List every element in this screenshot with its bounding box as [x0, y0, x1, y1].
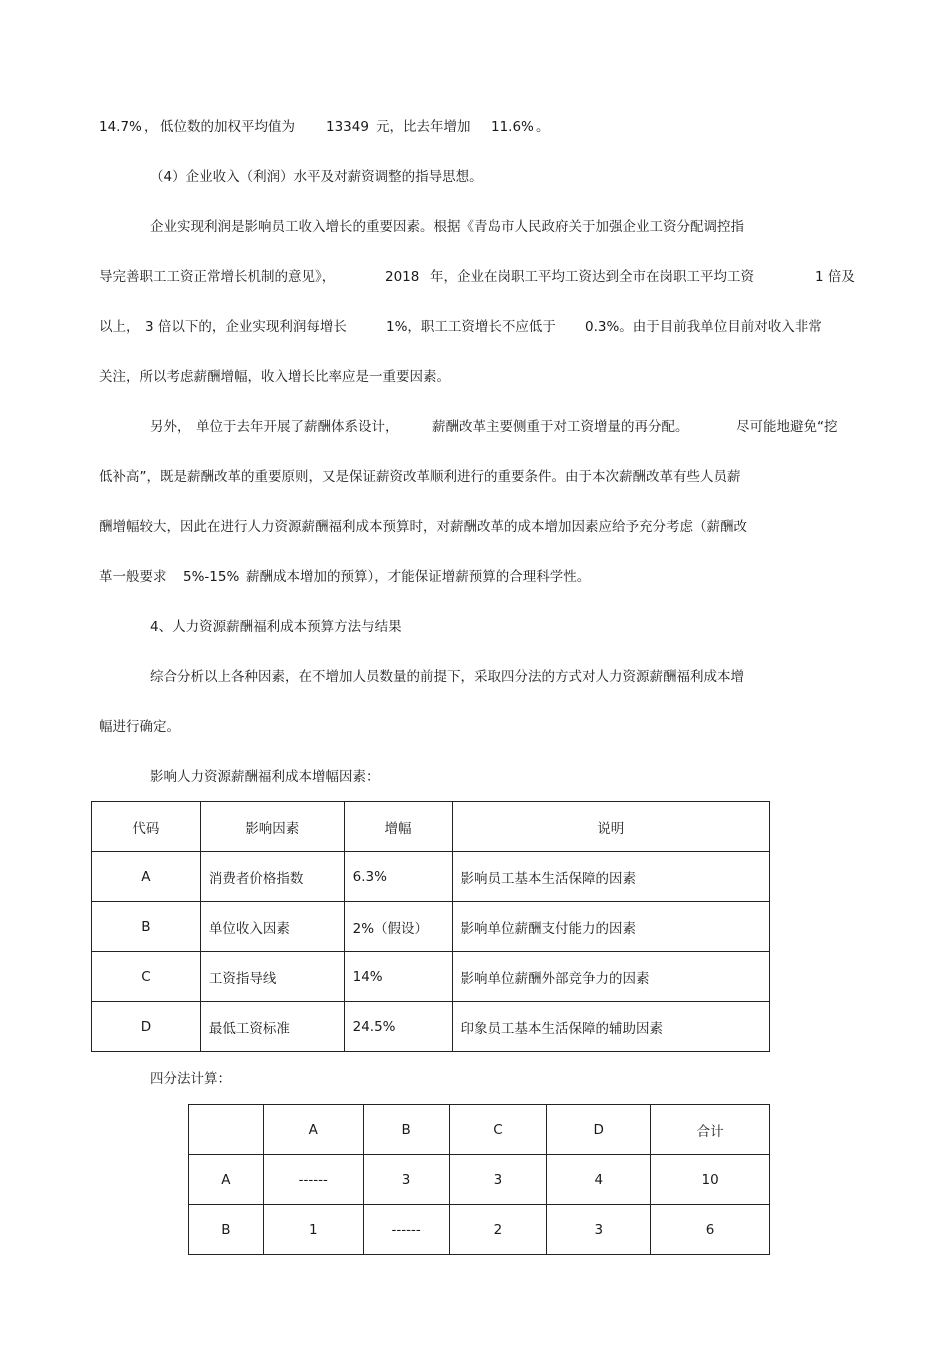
description-cell: 影响单位薪酬外部竞争力的因素: [452, 952, 770, 1002]
increase-cell: 24.5%: [344, 1002, 452, 1052]
paragraph-line: 幅进行确定。: [99, 719, 180, 735]
text-span: 单位于去年开展了薪酬体系设计，: [196, 419, 399, 435]
text-span: 13349: [326, 119, 369, 135]
code-cell: A: [92, 852, 201, 902]
header-cell: 影响因素: [200, 802, 344, 852]
table-cell: ------: [363, 1205, 449, 1255]
section-subheading: （4）企业收入（利润）水平及对薪资调整的指导思想。: [150, 169, 483, 185]
table-cell: 3: [547, 1205, 651, 1255]
text-span: 1 倍及: [815, 269, 855, 285]
text-span: 3 倍以下的，企业实现利润每增长: [145, 319, 347, 335]
header-cell: 合计: [651, 1105, 770, 1155]
header-cell: D: [547, 1105, 651, 1155]
table-cell: 1: [263, 1205, 363, 1255]
header-cell: 说明: [452, 802, 770, 852]
text-span: 低位数的加权平均值为: [160, 119, 295, 135]
header-cell: 代码: [92, 802, 201, 852]
total-cell: 6: [651, 1205, 770, 1255]
description-cell: 印象员工基本生活保障的辅助因素: [452, 1002, 770, 1052]
text-span: 元，比去年增加: [376, 119, 471, 135]
text-span: 另外，: [150, 419, 191, 435]
table-cell: 2: [449, 1205, 547, 1255]
total-cell: 10: [651, 1155, 770, 1205]
text-span: 尽可能地避免“挖: [736, 419, 838, 435]
paragraph-line: 低补高”，既是薪酬改革的重要原则，又是保证薪资改革顺利进行的重要条件。由于本次薪酬改革有些人员薪: [99, 469, 741, 485]
paragraph-line: 关注，所以考虑薪酬增幅，收入增长比率应是一重要因素。: [99, 369, 450, 385]
table-cell: 3: [363, 1155, 449, 1205]
increase-cell: 14%: [344, 952, 452, 1002]
code-cell: D: [92, 1002, 201, 1052]
row-label-cell: A: [189, 1155, 264, 1205]
header-cell: B: [363, 1105, 449, 1155]
text-span: 2018: [385, 269, 420, 285]
quartile-table: [188, 1104, 770, 1255]
table-header-row: [92, 802, 770, 852]
factor-cell: 单位收入因素: [200, 902, 344, 952]
description-cell: 影响单位薪酬支付能力的因素: [452, 902, 770, 952]
table-cell: ------: [263, 1155, 363, 1205]
table-row: [92, 1002, 770, 1052]
increase-cell: 2%（假设）: [344, 902, 452, 952]
section-heading: 4、人力资源薪酬福利成本预算方法与结果: [150, 619, 402, 635]
text-span: 14.7%: [99, 119, 142, 135]
table-caption: 四分法计算：: [150, 1071, 231, 1087]
text-span: 0.3%。由于目前我单位目前对收入非常: [585, 319, 822, 335]
table-cell: 4: [547, 1155, 651, 1205]
text-span: 薪酬成本增加的预算），才能保证增薪预算的合理科学性。: [246, 569, 591, 585]
table-header-row: [189, 1105, 770, 1155]
text-span: 年，企业在岗职工平均工资达到全市在岗职工平均工资: [430, 269, 754, 285]
text-span: 以上，: [99, 319, 140, 335]
factor-cell: 消费者价格指数: [200, 852, 344, 902]
paragraph-line: 综合分析以上各种因素，在不增加人员数量的前提下，采取四分法的方式对人力资源薪酬福利成本增: [150, 669, 744, 685]
text-span: 1%，职工工资增长不应低于: [386, 319, 556, 335]
table-row: [189, 1155, 770, 1205]
paragraph-line: 企业实现利润是影响员工收入增长的重要因素。根据《青岛市人民政府关于加强企业工资分配调控指: [150, 219, 744, 235]
paragraph-line: 酬增幅较大，因此在进行人力资源薪酬福利成本预算时，对薪酬改革的成本增加因素应给予充分考虑（薪酬改: [99, 519, 747, 535]
factor-table: [91, 801, 770, 1052]
description-cell: 影响员工基本生活保障的因素: [452, 852, 770, 902]
text-span: 革一般要求: [99, 569, 167, 585]
text-span: 导完善职工工资正常增长机制的意见》，: [99, 269, 336, 285]
text-span: 11.6%: [491, 119, 534, 135]
header-cell: [189, 1105, 264, 1155]
table-cell: 3: [449, 1155, 547, 1205]
row-label-cell: B: [189, 1205, 264, 1255]
code-cell: C: [92, 952, 201, 1002]
header-cell: C: [449, 1105, 547, 1155]
code-cell: B: [92, 902, 201, 952]
factor-cell: 工资指导线: [200, 952, 344, 1002]
table-row: [92, 852, 770, 902]
text-span: 。: [536, 119, 550, 135]
text-span: 5%-15%: [183, 569, 240, 585]
table-row: [92, 952, 770, 1002]
header-cell: A: [263, 1105, 363, 1155]
table-row: [92, 902, 770, 952]
header-cell: 增幅: [344, 802, 452, 852]
table-caption: 影响人力资源薪酬福利成本增幅因素：: [150, 769, 380, 785]
text-span: 薪酬改革主要侧重于对工资增量的再分配。: [432, 419, 689, 435]
table-row: [189, 1205, 770, 1255]
factor-cell: 最低工资标准: [200, 1002, 344, 1052]
text-span: ，: [144, 119, 158, 135]
increase-cell: 6.3%: [344, 852, 452, 902]
